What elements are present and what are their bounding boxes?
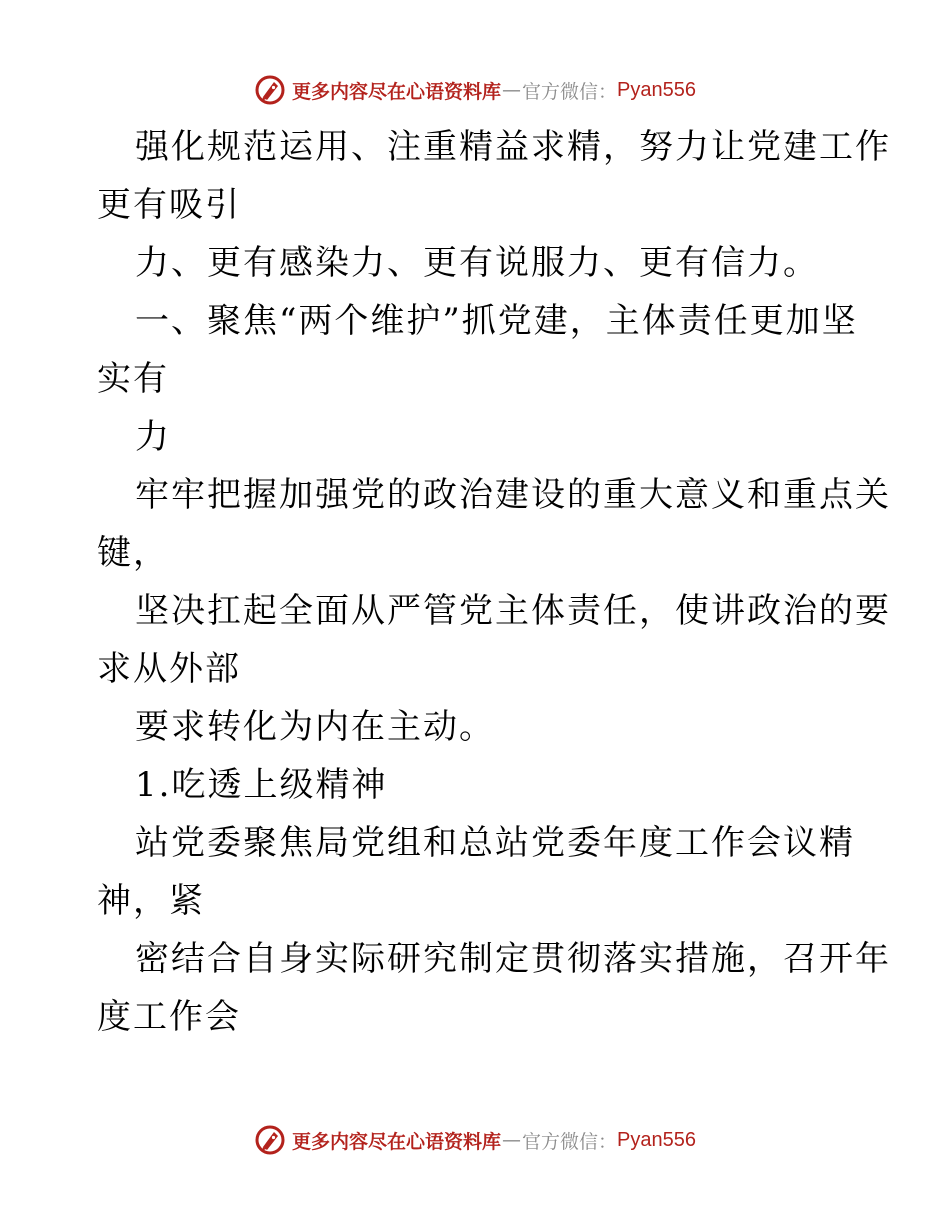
banner-brand-text: 更多内容尽在心语资料库: [292, 1130, 502, 1153]
body-line: 键，: [97, 533, 169, 573]
document-body: [97, 118, 891, 1046]
body-line: 神，紧: [97, 881, 205, 921]
body-line: 坚决扛起全面从严管党主体责任，使讲政治的要: [135, 591, 891, 631]
body-line: 站党委聚焦局党组和总站党委年度工作会议精: [135, 823, 855, 863]
body-line: 牢牢把握加强党的政治建设的重大意义和重点关: [135, 475, 891, 515]
banner-wechat-id: Pyan556: [617, 1128, 696, 1151]
body-line: 更有吸引: [97, 185, 241, 225]
body-line: 强化规范运用、注重精益求精，努力让党建工作: [135, 127, 891, 167]
pen-nib-logo-icon: [254, 74, 286, 106]
banner-separator: —: [502, 1129, 522, 1151]
section-heading-continued: 实有: [97, 359, 169, 399]
section-heading: 一、聚焦“两个维护”抓党建，主体责任更加坚: [135, 301, 858, 341]
body-line: 力、更有感染力、更有说服力、更有信力。: [135, 243, 819, 283]
banner-wechat-label: 官方微信：: [522, 80, 618, 103]
banner-brand-text: 更多内容尽在心语资料库: [292, 80, 502, 103]
pen-nib-logo-icon: [254, 1124, 286, 1156]
body-line: 求从外部: [97, 649, 241, 689]
header-banner: [0, 70, 950, 110]
body-line: 密结合自身实际研究制定贯彻落实措施，召开年: [135, 939, 891, 979]
banner-separator: —: [502, 79, 522, 101]
body-line: 度工作会: [97, 997, 241, 1037]
section-heading-continued: 力: [135, 417, 171, 457]
subsection-heading: 1.吃透上级精神: [135, 765, 388, 805]
banner-wechat-label: 官方微信：: [522, 1130, 618, 1153]
footer-banner: [0, 1120, 950, 1160]
banner-wechat-id: Pyan556: [617, 78, 696, 101]
body-line: 要求转化为内在主动。: [135, 707, 495, 747]
